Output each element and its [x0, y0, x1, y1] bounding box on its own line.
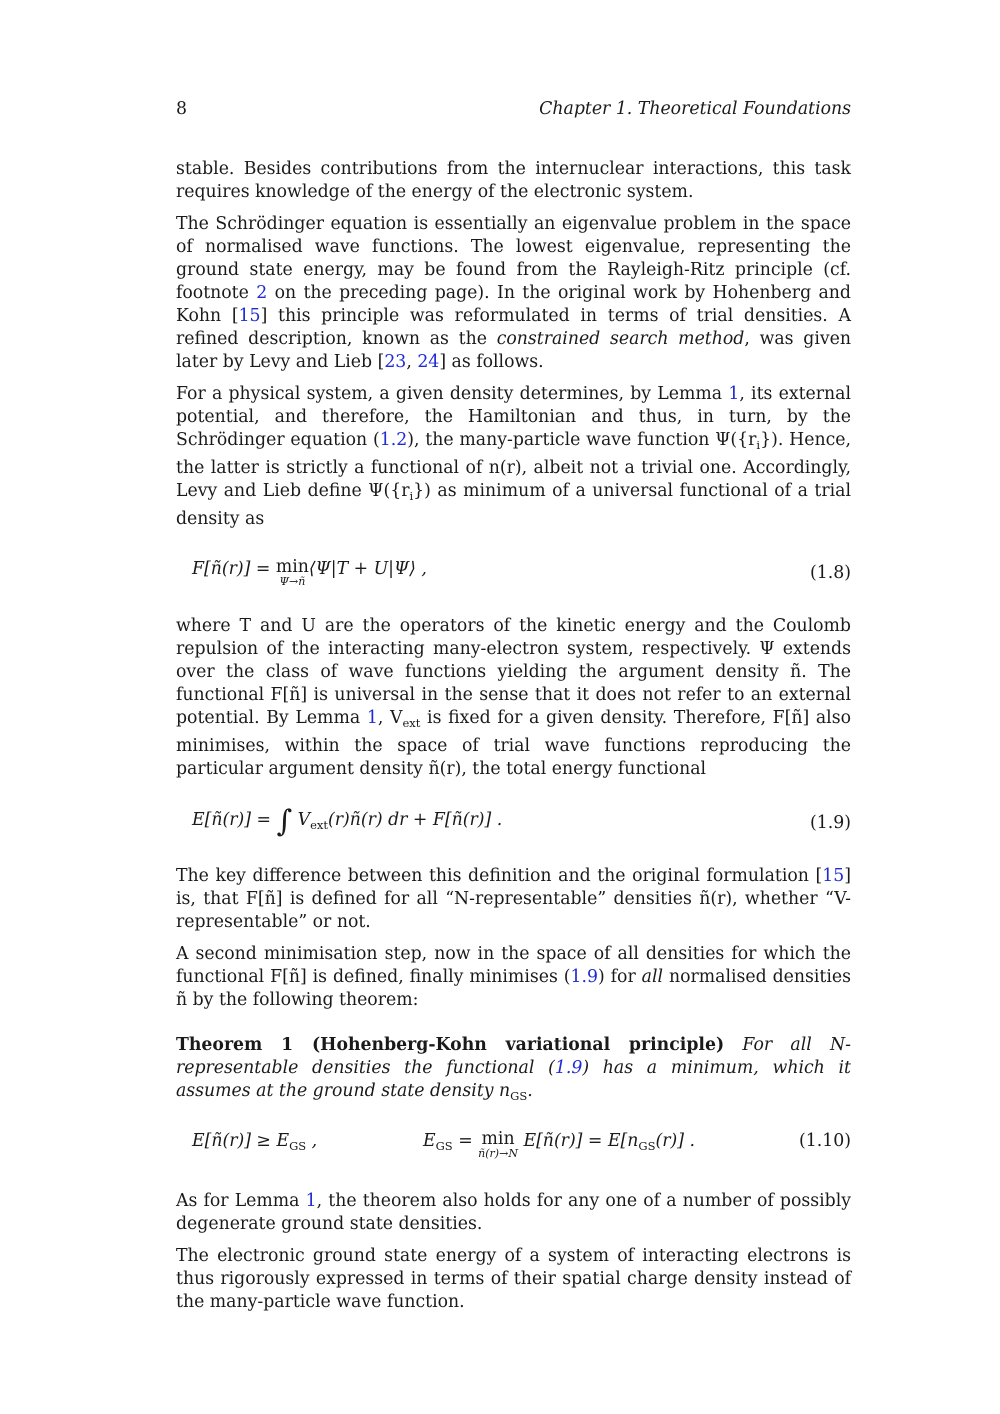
citation-link-15[interactable]: 15: [822, 866, 845, 886]
equation-1-10-left: E[ñ(r)] ≥ $E_{GS}$ ,: [192, 1131, 318, 1153]
citation-link-23[interactable]: 23: [384, 352, 407, 372]
document-page: [176, 98, 851, 1323]
lemma-link[interactable]: 1: [366, 708, 378, 728]
paragraph-2: The Schrödinger equation is essentially an eigenvalue problem in the space of normalised wave functions. The lowest eigenvalue, representing the ground state energy, may be found from the Rayleigh-Ritz principle (cf. footnote 2 on the preceding page). In the original work by Hohenberg and Kohn [15] this principle was reformulated in terms of trial densities. A refined description, known as the constrained search method, was given later by Levy and Lieb [23, 24] as follows.: [176, 214, 851, 372]
page-number: 8: [176, 99, 187, 119]
equation-1-10-right: $E_{GS}$ = min ñ(r)→N E[ñ(r)] = $E[n_{GS}(r)]$ .: [423, 1129, 695, 1160]
equation-number: (1.8): [810, 562, 851, 583]
lemma-link[interactable]: 1: [305, 1191, 317, 1211]
paragraph-4: where T and U are the operators of the kinetic energy and the Coulomb repulsion of the interacting many-electron system, respectively. Ψ extends over the class of wave functions yielding the argument density ñ. The functional F[ñ] is universal in the sense that it does not refer to an external potential. By Lemma 1, $V_{ext}$ is fixed for a given density. Therefore, F[ñ] also minimises, within the space of trial wave functions reproducing the particular argument density ñ(r), the total energy functional: [176, 616, 851, 779]
equation-1-9-body: E[ñ(r)] = ∫ $V_{ext}(r)ñ(r)$ dr + F[ñ(r)] .: [192, 804, 503, 839]
equation-1-8: [176, 553, 851, 593]
theorem-1: Theorem 1 (Hohenberg-Kohn variational principle) For all N-representable densities the functional (1.9) has a minimum, which it assumes at the ground state density $n_{GS}$.: [176, 1035, 851, 1103]
footnote-link[interactable]: 2: [256, 283, 268, 303]
paragraph-1: stable. Besides contributions from the internuclear interactions, this task requires knowledge of the energy of the electronic system.: [176, 159, 851, 202]
equation-1-9: [176, 803, 851, 843]
running-header: [176, 98, 851, 126]
citation-link-15[interactable]: 15: [238, 306, 261, 326]
equation-link-1-9[interactable]: 1.9: [554, 1058, 583, 1078]
equation-1-10: [176, 1128, 851, 1168]
chapter-title: Chapter 1. Theoretical Foundations: [539, 99, 851, 119]
paragraph-8: The electronic ground state energy of a system of interacting electrons is thus rigorously expressed in terms of their spatial charge density instead of the many-particle wave function.: [176, 1246, 851, 1312]
paragraph-5: The key difference between this definition and the original formulation [15] is, that F[ñ] is defined for all “N-representable” densities ñ(r), whether “V-representable” or not.: [176, 866, 851, 932]
paragraph-3: For a physical system, a given density determines, by Lemma 1, its external potential, and therefore, the Hamiltonian and thus, in turn, by the Schrödinger equation (1.2), the many-particle wave function $\Psi(\{r_i\})$. Hence, the latter is strictly a functional of n(r), albeit not a trivial one. Accordingly, Levy and Lieb define $\Psi(\{r_i\})$ as minimum of a universal functional of a trial density as: [176, 384, 851, 529]
equation-link-1-2[interactable]: 1.2: [379, 430, 408, 450]
equation-1-8-body: F[ñ(r)] = min Ψ→ñ ⟨Ψ|T + U|Ψ⟩ ,: [192, 557, 427, 588]
equation-number: (1.10): [799, 1131, 851, 1151]
equation-number: (1.9): [810, 812, 851, 833]
theorem-heading: Theorem 1 (Hohenberg-Kohn variational principle): [176, 1035, 725, 1055]
lemma-link[interactable]: 1: [728, 384, 740, 404]
equation-link-1-9[interactable]: 1.9: [570, 967, 598, 987]
paragraph-6: A second minimisation step, now in the space of all densities for which the functional F[ñ] is defined, finally minimises (1.9) for all normalised densities ñ by the following theorem:: [176, 944, 851, 1010]
paragraph-7: As for Lemma 1, the theorem also holds for any one of a number of possibly degenerate ground state densities.: [176, 1191, 852, 1234]
citation-link-24[interactable]: 24: [417, 352, 440, 372]
